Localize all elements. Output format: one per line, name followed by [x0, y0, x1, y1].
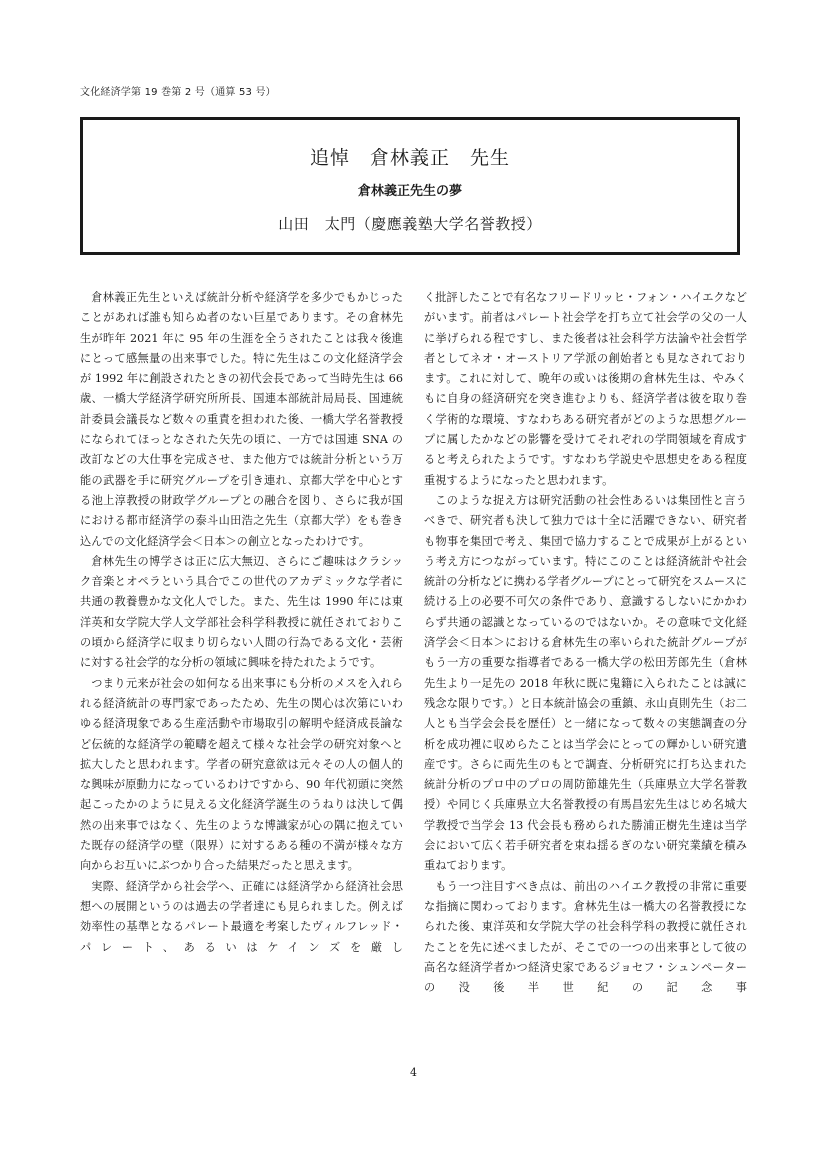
- author-line: 山田 太門（慶應義塾大学名誉教授）: [278, 215, 542, 233]
- left-column: [80, 288, 403, 958]
- paragraph: 実際、経済学から社会学へ、正確には経済学から経済社会思想への展開というのは過去の学者達にも見られました。例えば効率性の基準となるパレート最適を考案したヴィルフレッド・パレート、あるいはケインズを厳し: [80, 879, 403, 954]
- paragraph: つまり元来が社会の如何なる出来事にも分析のメスを入れられる経済統計の専門家であったため、先生の関心は次第にいわゆる経済現象である生産活動や市場取引の解明や経済成長論など伝統的な経済学の範疇を超えて様々な社会学の研究対象へと拡大したと思われます。学者の研究意欲は元々その人の個人的な興味が原動力になっているわけですから、90 年代初頭に突然起こったかのように見える文化経済学誕生のうねりは決して偶然の出来事ではなく、先生のような博識家が心の隅に抱えていた既存の経済学の壁（限界）に対するある種の不満が様々な方向からお互いにぶつかり合った結果だったと思えます。: [80, 676, 403, 873]
- article-title: 追悼 倉林義正 先生: [309, 147, 510, 169]
- title-box: [80, 117, 740, 255]
- article-subtitle: 倉林義正先生の夢: [357, 184, 462, 199]
- page-number: 4: [410, 1066, 417, 1079]
- paragraph: く批評したことで有名なフリードリッヒ・フォン・ハイエクなどがいます。前者はパレート社会学を打ち立て社会学の父の一人に挙げられる程ですし、また後者は社会科学方法論や社会哲学者としてネオ・オーストリア学派の創始者とも見なされております。これに対して、晩年の或いは後期の倉林先生は、やみくもに自身の経済研究を突き進むよりも、経済学者は彼を取り巻く学術的な環境、すなわちある研究者がどのような思想グループに属したかなどの影響を受けてそれぞれの学問領域を育成すると考えられたようです。すなわち学説史や思想史をある程度重視するようになったと思われます。: [424, 291, 747, 487]
- paragraph: 倉林義正先生といえば統計分析や経済学を多少でもかじったことがあれば誰も知らぬ者のない巨星であります。その倉林先生が昨年 2021 年に 95 年の生涯を全うされたことは我々後進にとって感無量の出来事でした。特に先生はこの文化経済学会が 1992 年に創設されたときの初代会長であって当時先生は 66 歳、一橋大学経済学研究所所長、国連本部統計局局長、国連統計委員会議長など数々の重責を担われた後、一橋大学名誉教授になられてほっとなされた矢先の頃に、一方では国連 SNA の改訂などの大仕事を完成させ、また他方では統計分析という万能の武器を手に研究グループを引き連れ、京都大学を中心とする池上淳教授の財政学グループとの融合を図り、さらに我が国における都市経済学の泰斗山田浩之先生（京都大学）をも巻き込んでの文化経済学会＜日本＞の創立となったわけです。: [80, 291, 403, 548]
- paragraph: もう一つ注目すべき点は、前出のハイエク教授の非常に重要な指摘に関わっております。倉林先生は一橋大の名誉教授になられた後、東洋英和女学院大学の社会科学科の教授に就任されたことを先に述べましたが、そこでの一つの出来事として彼の高名な経済学者かつ経済史家であるジョセフ・シュンペーターの没後半世紀の記念事: [424, 879, 747, 995]
- running-head: 文化経済学第 19 巻第 2 号（通算 53 号）: [80, 87, 276, 98]
- right-column: [424, 288, 747, 998]
- paragraph: 倉林先生の博学さは正に広大無辺、さらにご趣味はクラシック音楽とオペラという具合でこの世代のアカデミックな学者に共通の教養豊かな文化人でした。また、先生は 1990 年には東洋英和女学院大学人文学部社会科学科教授に就任されておりこの頃から経済学に収まり切らない人間の行為である文化・芸術に対する社会学的な分析の領域に興味を持たれたようです。: [80, 554, 403, 670]
- paragraph: このような捉え方は研究活動の社会性あるいは集団性と言うべきで、研究者も決して独力では十全に活躍できない、研究者も物事を集団で考え、集団で協力することで成果が上がるという考え方につながっています。特にこのことは経済統計や社会統計の分析などに携わる学者グループにとって研究をスムースに続ける上の必要不可欠の条件であり、意識するしないにかかわらず共通の認識となっているのではないか。その意味で文化経済学会＜日本＞における倉林先生の率いられた統計グループがもう一方の重要な指導者である一橋大学の松田芳郎先生（倉林先生より一足先の 2018 年秋に既に鬼籍に入られたことは誠に残念な限りです。）と日本統計協会の重鎮、永山貞則先生（お二人とも当学会会長を歴任）と一緒になって数々の実態調査の分析を成功裡に収めらたことは当学会にとっての輝かしい研究遺産です。さらに両先生のもとで調査、分析研究に打ち込まれた統計分析のプロ中のプロの周防節雄先生（兵庫県立大学名誉教授）や同じく兵庫県立大名誉教授の有馬昌宏先生はじめ名城大学教授で当学会 13 代会長も務められた勝浦正樹先生達は当学会において広く若手研究者を束ね揺るぎのない研究業績を積み重ねております。: [424, 493, 747, 873]
